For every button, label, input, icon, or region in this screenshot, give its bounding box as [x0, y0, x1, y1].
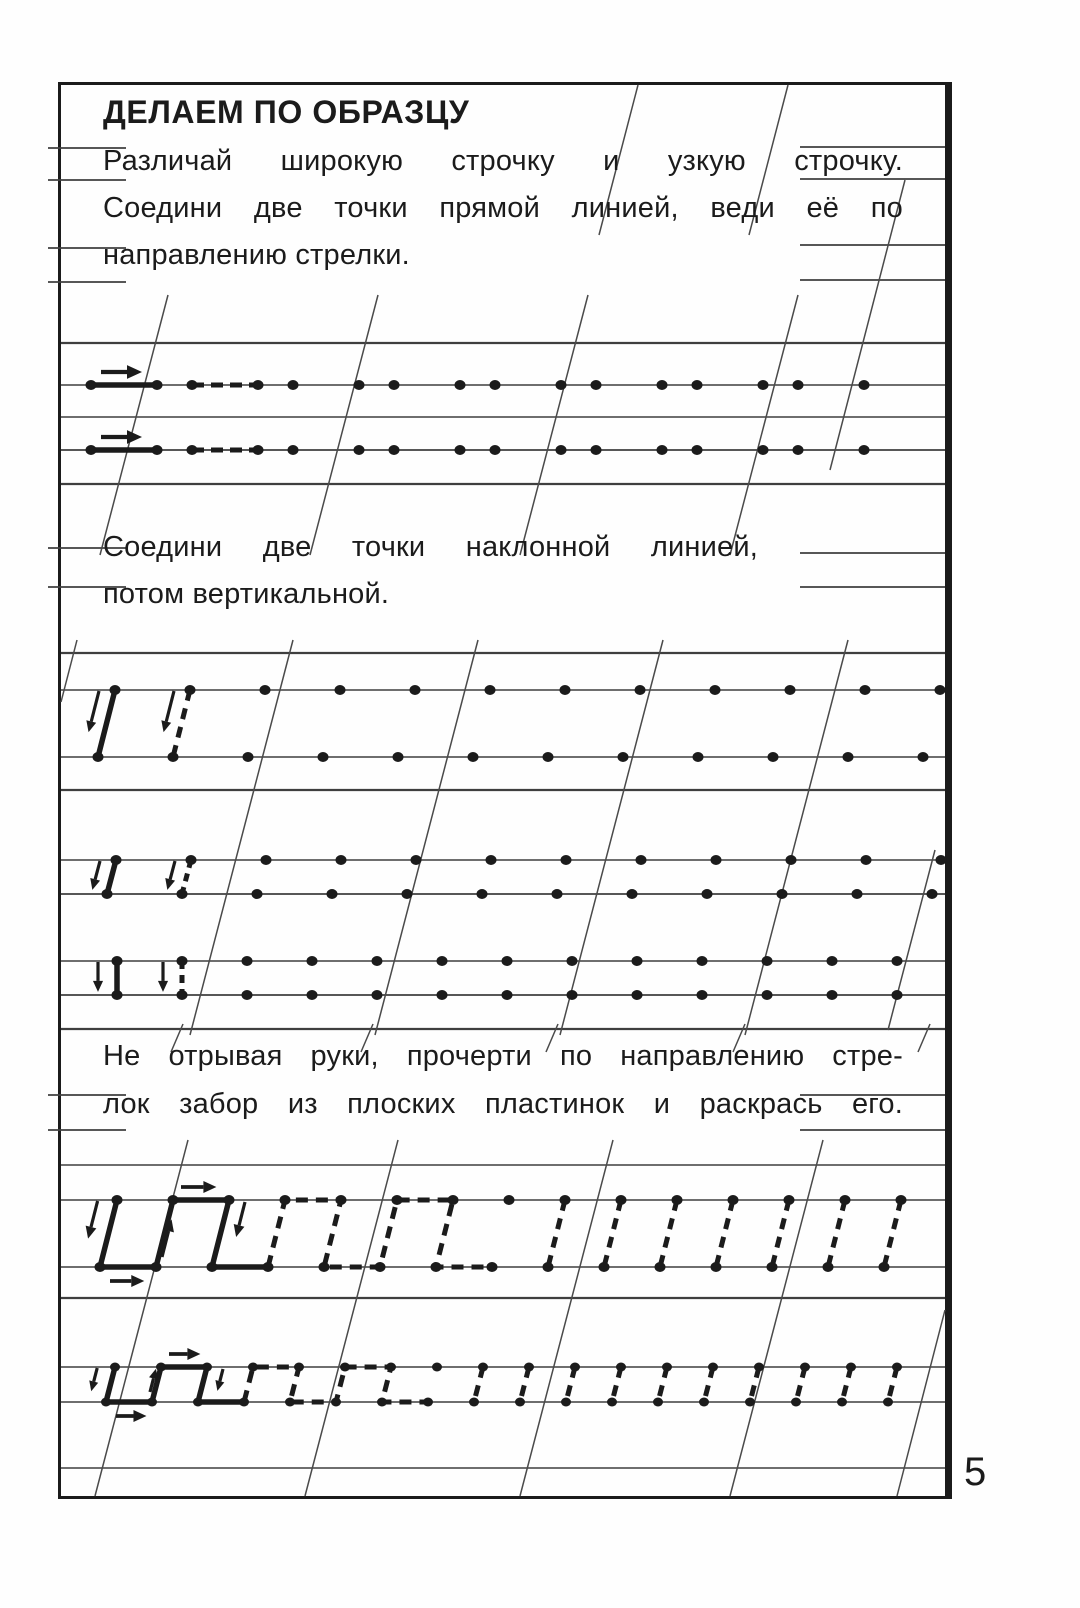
- instruction-line: направлению стрелки.: [103, 239, 410, 271]
- ruled-lines: [61, 343, 945, 1468]
- instruction-line: Соедини две точки прямой линией, веди её по: [103, 192, 903, 224]
- stroke-row: [90, 855, 946, 899]
- instruction-paragraph-2: [103, 524, 758, 618]
- instruction-line: лок забор из плоских пластинок и раскрась его.: [103, 1088, 903, 1120]
- trace-row: [86, 430, 870, 455]
- page-title: ДЕЛАЕМ ПО ОБРАЗЦУ: [103, 94, 470, 130]
- instruction-paragraph-3: [103, 1032, 903, 1128]
- trace-row: [86, 365, 870, 390]
- instruction-paragraph-1: [103, 138, 903, 279]
- instruction-line: Различай широкую строчку и узкую строчку.: [103, 145, 903, 177]
- page-number: 5: [964, 1450, 987, 1494]
- stroke-row: [86, 685, 945, 762]
- instruction-line: потом вертикальной.: [103, 578, 390, 610]
- fence-row: [86, 1181, 907, 1287]
- instruction-line: Не отрывая руки, прочерти по направлению стре-: [103, 1040, 903, 1072]
- stroke-row: [93, 956, 903, 1000]
- fence-row: [89, 1348, 902, 1422]
- instruction-line: Соедини две точки наклонной линией,: [103, 531, 758, 563]
